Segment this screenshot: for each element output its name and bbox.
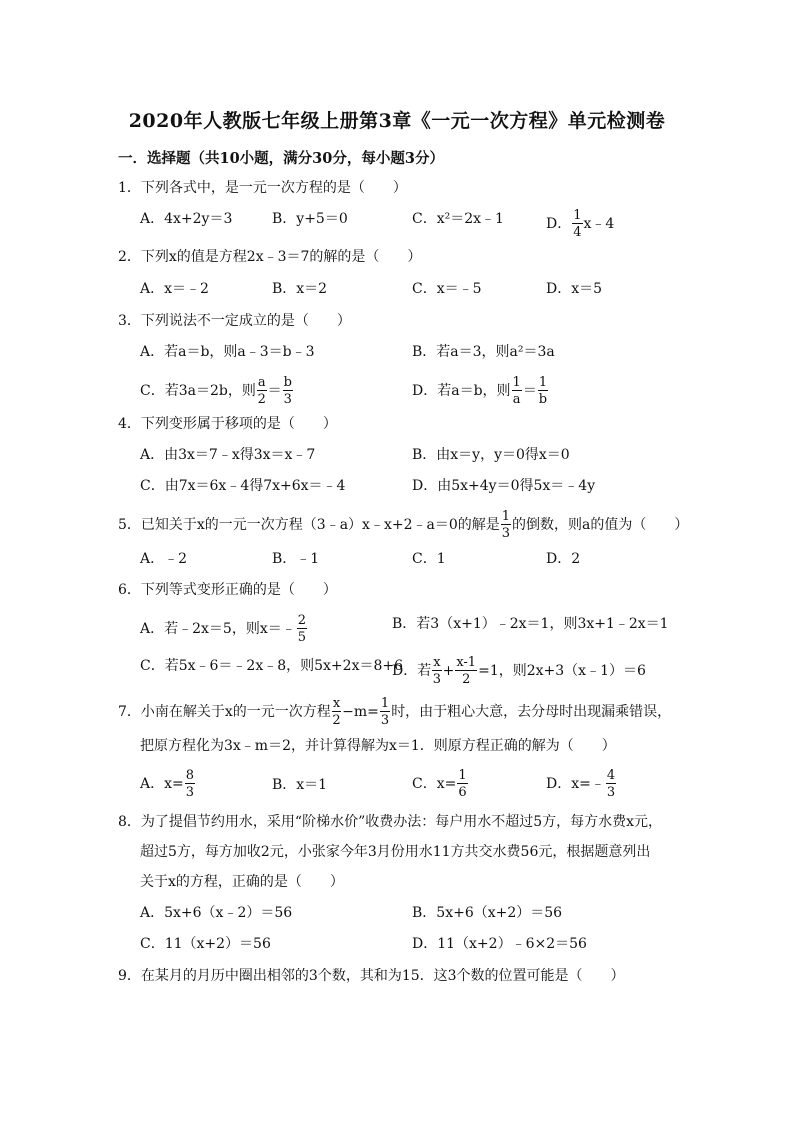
q5-option-d: D．2 (546, 551, 581, 567)
question-9-stem: 9．在某月的月历中圈出相邻的3个数，其和为15．这3个数的位置可能是（ ） (118, 968, 625, 984)
q7-option-d: D．x=﹣ $\frac{4}{3}$ (546, 768, 616, 800)
q7-option-a: A．x= $\frac{8}{3}$ (140, 768, 195, 800)
q8-option-c: C．11（x+2）＝56 (140, 936, 271, 952)
q2-option-a: A．x＝﹣2 (140, 281, 209, 297)
q5-option-b: B．﹣1 (272, 551, 320, 567)
question-4-stem: 4．下列变形属于移项的是（ ） (118, 416, 337, 432)
question-8-line-3: 关于x的方程，正确的是（ ） (140, 874, 344, 890)
q2-option-b: B．x＝2 (272, 281, 328, 297)
q2-option-d: D．x＝5 (546, 281, 603, 297)
q3-option-d: D．若a＝b，则 $\frac{1}{a}$ ＝ $\frac{1}{b}$ (412, 375, 548, 407)
q3-option-a: A．若a＝b，则a﹣3＝b﹣3 (140, 344, 315, 360)
q6-option-b: B．若3（x+1）﹣2x＝1，则3x+1﹣2x＝1 (392, 616, 669, 632)
question-8-line-2: 超过5方，每方加收2元，小张家今年3月份用水11方共交水费56元，根据题意列出 (140, 844, 651, 860)
q6-option-c: C．若5x﹣6＝﹣2x﹣8，则5x+2x＝8+6 (140, 658, 404, 674)
section-heading: 一．选择题（共10小题，满分30分，每小题3分） (118, 150, 444, 167)
q8-option-d: D．11（x+2）﹣6×2＝56 (412, 936, 587, 952)
q4-option-c: C．由7x＝6x﹣4得7x+6x＝﹣4 (140, 478, 346, 494)
q1-option-b: B．y+5＝0 (272, 211, 348, 227)
page-title: 2020年人教版七年级上册第3章《一元一次方程》单元检测卷 (128, 110, 666, 132)
question-6-stem: 6．下列等式变形正确的是（ ） (118, 582, 337, 598)
q4-option-b: B．由x＝y，y＝0得x＝0 (412, 447, 570, 463)
q1-option-c: C．x²＝2x﹣1 (412, 211, 504, 227)
q6-option-a: A．若﹣2x＝5，则x＝﹣ $\frac{2}{5}$ (140, 613, 306, 645)
q6-option-d: D．若 $\frac{x}{3}$ + $\frac{x-1}{2}$ =1，则2x+3（x﹣1）＝6 (392, 655, 646, 687)
q8-option-a: A．5x+6（x﹣2）＝56 (140, 905, 293, 921)
q1-option-d: D． $\frac{1}{4}$ x﹣4 (546, 208, 615, 240)
question-8-line-1: 8．为了提倡节约用水，采用“阶梯水价”收费办法：每户用水不超过5方，每方水费x元， (118, 814, 663, 830)
q5-option-a: A．﹣2 (140, 551, 188, 567)
q3-option-b: B．若a＝3，则a²＝3a (412, 344, 555, 360)
q3-option-c: C．若3a＝2b，则 $\frac{a}{2}$ ＝ $\frac{b}{3}$ (140, 375, 292, 407)
q7-option-c: C．x= $\frac{1}{6}$ (412, 768, 467, 800)
q4-option-a: A．由3x＝7﹣x得3x＝x﹣7 (140, 447, 316, 463)
q4-option-d: D．由5x+4y＝0得5x＝﹣4y (412, 478, 596, 494)
q5-option-c: C．1 (412, 551, 446, 567)
question-1-stem: 1．下列各式中，是一元一次方程的是（ ） (118, 180, 407, 196)
q1-option-a: A．4x+2y＝3 (140, 211, 233, 227)
question-7-stem: 7．小南在解关于x的一元一次方程 $\frac{x}{2}$ −m= $\frac{1}{3}$ 时，由于粗心大意，去分母时出现漏乘错误， (118, 696, 672, 728)
question-5-stem: 5．已知关于x的一元一次方程（3﹣a）x﹣x+2﹣a＝0的解是 $\frac{1}{3}$ 的倒数，则a的值为（ ） (118, 509, 689, 541)
question-7-line-2: 把原方程化为3x﹣m＝2，并计算得解为x＝1．则原方程正确的解为（ ） (140, 738, 616, 754)
question-3-stem: 3．下列说法不一定成立的是（ ） (118, 313, 351, 329)
q8-option-b: B．5x+6（x+2）＝56 (412, 905, 563, 921)
question-2-stem: 2．下列x的值是方程2x﹣3＝7的解的是（ ） (118, 249, 422, 265)
q7-option-b: B．x＝1 (272, 777, 328, 793)
q2-option-c: C．x＝﹣5 (412, 281, 482, 297)
